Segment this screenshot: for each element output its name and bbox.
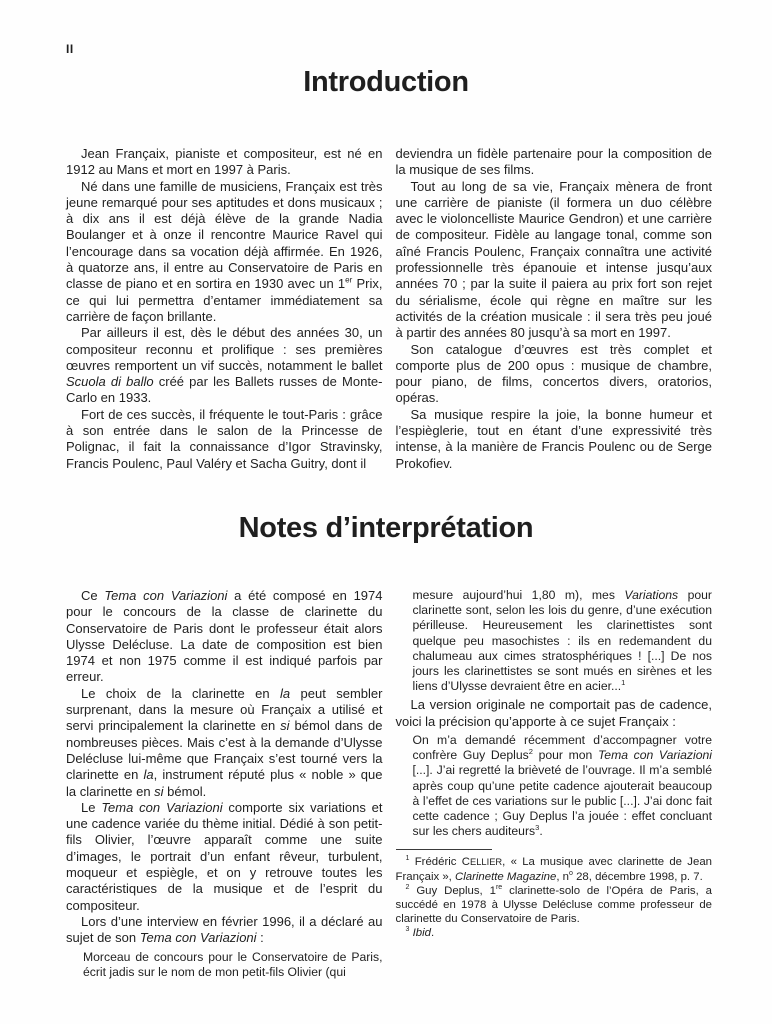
superscript-text-run: 3 xyxy=(405,926,410,934)
footnote-separator-rule xyxy=(396,849,492,850)
text-run: On m’a demandé récemment d’accompagner votre confrère Guy Deplus xyxy=(412,733,712,763)
italic-text-run: si xyxy=(154,783,164,799)
text-run: comporte six variations et une cadence variée du thème initial. Dédié à son petit-fils Olivier, l’œuvre apparaît comme une suite d’images, le portrait d’un enfant rêveur, turbulent, moqueur et espiègle, et on y retrouve toutes les caractéristiques de la musique et de l’esprit du compositeur. xyxy=(66,799,383,913)
italic-text-run: Scuola di ballo xyxy=(66,374,154,390)
superscript-text-run: 1 xyxy=(405,855,410,863)
paragraph xyxy=(396,407,713,472)
section-heading-notes-interpretation: Notes d’interprétation xyxy=(238,512,534,544)
paragraph xyxy=(66,146,383,179)
superscript-text-run: 2 xyxy=(528,747,533,757)
text-run: . xyxy=(430,927,435,940)
paragraph xyxy=(396,697,713,730)
text-run: , instrument réputé plus « noble » que la clarinette en xyxy=(66,767,383,799)
superscript-text-run: o xyxy=(569,869,573,877)
text-run: Guy Deplus, 1 xyxy=(409,884,496,897)
text-run: Né dans une famille de musiciens, Françaix est très jeune remarqué pour ses aptitudes et dons musicaux ; à dix ans il est déjà élève de la grande Nadia Boulanger et à onze il rencontre Maurice Ravel qui l’encourage dans sa vocation déjà affirmée. En 1926, à quatorze ans, il entre au Conservatoire de Paris en classe de piano et en sortira en 1930 avec un 1 xyxy=(66,178,383,292)
text-run: 28, décembre 1998, p. 7. xyxy=(572,870,703,883)
paragraph xyxy=(66,800,383,914)
paragraph xyxy=(396,179,713,342)
block-quote xyxy=(83,950,383,980)
introduction-columns xyxy=(66,146,712,472)
italic-text-run: Clarinette Magazine xyxy=(455,870,557,883)
footnote xyxy=(396,926,713,940)
text-run: bémol. xyxy=(163,783,207,799)
text-run: créé par les Ballets russes de Monte-Carlo en 1933. xyxy=(66,374,383,406)
text-run: Frédéric C xyxy=(409,856,470,869)
superscript-text-run: 2 xyxy=(405,884,410,892)
italic-text-run: Variations xyxy=(624,588,679,602)
italic-text-run: si xyxy=(280,718,290,734)
text-run: Lors d’une interview en février 1996, il a déclaré au sujet de son xyxy=(66,913,383,946)
text-run: bémol dans de nombreuses pièces. Mais c’est à la demande d’Ulysse Delécluse lui-même que Françaix s’est tourné vers la clarinette en xyxy=(66,718,383,783)
text-run: peut sembler surprenant, dans la mesure où Françaix a utilisé et servi principalement la clarinette en xyxy=(66,685,383,734)
text-run: Le choix de la clarinette en xyxy=(81,685,281,701)
text-run: Le xyxy=(81,799,102,815)
superscript-text-run: re xyxy=(495,884,503,892)
introduction-left-column xyxy=(66,146,383,472)
text-run: [...]. J’ai regretté la brièveté de l’ouvrage. Il m’a semblé après coup qu’une petite cadence ajouterait beaucoup à l’effet de ces variations sur le public [...]. J’ai donc fait cette cadence ; Guy Deplus l’a jouée : effet concluant sur les chers auditeurs xyxy=(412,763,712,839)
notes-right-column xyxy=(396,588,713,983)
paragraph xyxy=(396,342,713,407)
italic-text-run: Ibid xyxy=(412,927,431,940)
text-run: a été composé en 1974 pour le concours de la classe de clarinette du Conservatoire de Paris dont le professeur était alors Ulysse Delécluse. La date de composition est bien 1974 et non 1975 comme il est indiqué parfois par erreur. xyxy=(66,588,383,685)
italic-text-run: Tema con Variazioni xyxy=(104,588,228,603)
text-run: deviendra un fidèle partenaire pour la composition de la musique de ses films. xyxy=(395,146,712,178)
italic-text-run: Tema con Variazioni xyxy=(139,930,257,946)
footnote xyxy=(396,855,713,883)
text-run: Prix, ce qui lui permettra d’entamer immédiatement sa carrière de façon brillante. xyxy=(66,276,383,324)
text-run: pour mon xyxy=(532,748,598,763)
paragraph xyxy=(66,407,383,472)
text-run: Morceau de concours pour le Conservatoire de Paris, écrit jadis sur le nom de mon petit-fils Olivier (qui xyxy=(83,949,383,979)
text-run: Tout au long de sa vie, Françaix mènera de front une carrière de pianiste (il formera un duo célèbre avec le violoncelliste Maurice Gendron) et une carrière de compositeur. Fidèle au langage tonal, comme son aîné Francis Poulenc, Françaix connaîtra une activité professionnelle très épanouie et intense jusqu’aux années 70 ; par la suite il paiera au prix fort son rejet du sérialisme, école qui règne en maître sur les activités de la création musicale : il sera très peu joué à partir des années 80 jusqu’à sa mort en 1997. xyxy=(395,178,712,341)
italic-text-run: la xyxy=(143,767,154,783)
text-run: , n xyxy=(556,870,569,883)
text-run: . xyxy=(539,824,543,839)
notes-left-column xyxy=(66,588,383,983)
italic-text-run: Tema con Variazioni xyxy=(597,748,712,763)
paragraph xyxy=(396,146,713,179)
text-run: Fort de ces succès, il fréquente le tout-Paris : grâce à son entrée dans le salon de la Princesse de Polignac, il fait la connaissance d’Igor Stravinsky, Francis Poulenc, Paul Valéry et Sacha Guitry, dont il xyxy=(66,406,383,471)
text-run: La version originale ne comportait pas de cadence, voici la précision qu’apporte à ce sujet Françaix : xyxy=(395,697,712,729)
superscript-text-run: 1 xyxy=(621,678,626,688)
superscript-text-run: er xyxy=(345,276,353,286)
superscript-text-run: 3 xyxy=(535,823,540,833)
page-number: II xyxy=(66,42,74,56)
paragraph xyxy=(66,588,383,686)
text-run: Sa musique respire la joie, la bonne humeur et l’espièglerie, tout en étant d’une expressivité très intense, à la manière de Francis Poulenc ou de Serge Prokofiev. xyxy=(395,406,712,471)
text-run: Par ailleurs il est, dès le début des années 30, un compositeur reconnu et prolifique : ses premières œuvres remportent un vif succès, notamment le ballet xyxy=(66,325,383,373)
text-run: : xyxy=(256,930,264,946)
paragraph xyxy=(66,686,383,800)
text-run: clarinette-solo de l’Opéra de Paris, a succédé en 1978 à Ulysse Delécluse comme professeur de clarinette du Conservatoire de Paris. xyxy=(395,884,713,926)
italic-text-run: la xyxy=(280,685,291,701)
notes-columns xyxy=(66,588,712,983)
footnote xyxy=(396,884,713,927)
text-run: , « La musique avec clarinette de Jean Françaix », xyxy=(395,856,712,883)
introduction-right-column xyxy=(396,146,713,472)
block-quote xyxy=(413,733,713,839)
italic-text-run: Tema con Variazioni xyxy=(101,799,223,815)
block-quote xyxy=(413,588,713,694)
text-run: pour clarinette sont, selon les lois du genre, d’une exécution périlleuse. Heureusement les clarinettistes sont quelque peu masochistes : ils en redemandent du chalumeau aux cimes stratosphériques ! [...] De nos jours les clarinettistes se sont mués en sirènes et les liens d’Ulysse devraient être en acier... xyxy=(412,588,712,694)
paragraph xyxy=(66,179,383,326)
section-heading-introduction: Introduction xyxy=(303,66,469,98)
text-run: Son catalogue d’œuvres est très complet et comporte plus de 200 opus : musique de chambre, pour piano, de films, concertos divers, oratorios, opéras. xyxy=(395,341,712,406)
paragraph xyxy=(66,914,383,947)
text-run: mesure aujourd’hui 1,80 m), mes xyxy=(412,588,625,602)
text-run: Ce xyxy=(81,588,105,603)
smallcaps-text-run: ELLIER xyxy=(470,857,503,868)
text-run: Jean Françaix, pianiste et compositeur, est né en 1912 au Mans et mort en 1997 à Paris. xyxy=(66,146,383,178)
paragraph xyxy=(66,325,383,406)
